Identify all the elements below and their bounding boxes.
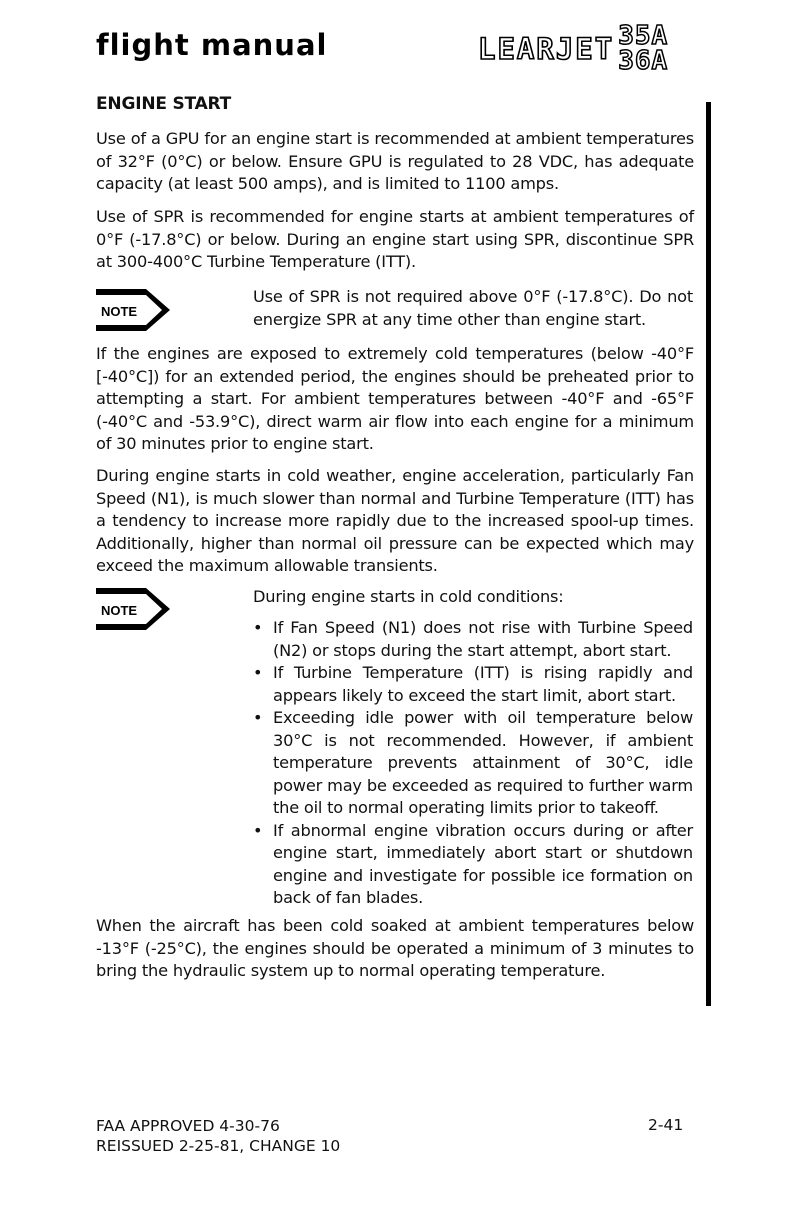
model-list [618, 21, 669, 76]
footer-approval [96, 1116, 340, 1156]
note-icon [94, 286, 176, 334]
paragraph-cold-weather: During engine starts in cold weather, engine acceleration, particularly Fan Speed (N1), is much slower than normal and Turbine Temperature (ITT) has a tendency to increase more rapidly due to the increased spool-up times. Additionally, higher than normal oil pressure can be expected which may exceed the maximum allowable transients. [96, 466, 694, 575]
section-heading: ENGINE START [96, 94, 232, 114]
paragraph-cold-soak: When the aircraft has been cold soaked at ambient temperatures below -13°F (-25°C), the engines should be operated a minimum of 3 minutes to bring the hydraulic system up to normal operating temperature. [96, 916, 694, 980]
paragraph-preheat: If the engines are exposed to extremely cold temperatures (below -40°F [-40°C]) for an extended period, the engines should be preheated prior to attempting a start. For ambient temperatures between -40°F and -65°F (-40°C and -53.9°C), direct warm air flow into each engine for a minimum of 30 minutes prior to engine start. [96, 344, 694, 453]
cold-start-bullets [253, 617, 693, 910]
note-cold-intro: During engine starts in cold conditions: [253, 587, 564, 606]
paragraph-spr: Use of SPR is recommended for engine starts at ambient temperatures of 0°F (-17.8°C) or below. During an engine start using SPR, discontinue SPR at 300-400°C Turbine Temperature (ITT). [96, 207, 694, 271]
note-icon [94, 585, 176, 633]
note-label: NOTE [100, 603, 138, 618]
manual-title: flight manual [96, 28, 328, 62]
page-number: 2-41 [648, 1116, 684, 1134]
note-label: NOTE [100, 304, 138, 319]
model-35a: 35A [618, 21, 669, 51]
list-item: • If Turbine Temperature (ITT) is rising rapidly and appears likely to exceed the start limit, abort start. [253, 663, 693, 705]
model-36a: 36A [618, 46, 669, 76]
reissue-date: REISSUED 2-25-81, CHANGE 10 [96, 1137, 341, 1155]
list-item: • If abnormal engine vibration occurs during or after engine start, immediately abort start or shutdown engine and investigate for possible ice formation on back of fan blades. [253, 820, 693, 907]
change-bar [706, 102, 711, 1006]
list-item: • Exceeding idle power with oil temperature below 30°C is not recommended. However, if ambient temperature prevents attainment of 30°C, idle power may be exceeded as required to further warm the oil to normal operating limits prior to takeoff. [253, 708, 693, 817]
approval-date: FAA APPROVED 4-30-76 [96, 1117, 280, 1135]
list-item: • If Fan Speed (N1) does not rise with Turbine Speed (N2) or stops during the start attempt, abort start. [253, 618, 693, 660]
note-spr: Use of SPR is not required above 0°F (-17.8°C). Do not energize SPR at any time other than engine start. [253, 287, 693, 329]
paragraph-gpu: Use of a GPU for an engine start is recommended at ambient temperatures of 32°F (0°C) or below. Ensure GPU is regulated to 28 VDC, has adequate capacity (at least 500 amps), and is limited to 1100 amps. [96, 129, 694, 193]
brand-name: LEARJET [478, 32, 615, 66]
brand-logo [478, 21, 669, 76]
